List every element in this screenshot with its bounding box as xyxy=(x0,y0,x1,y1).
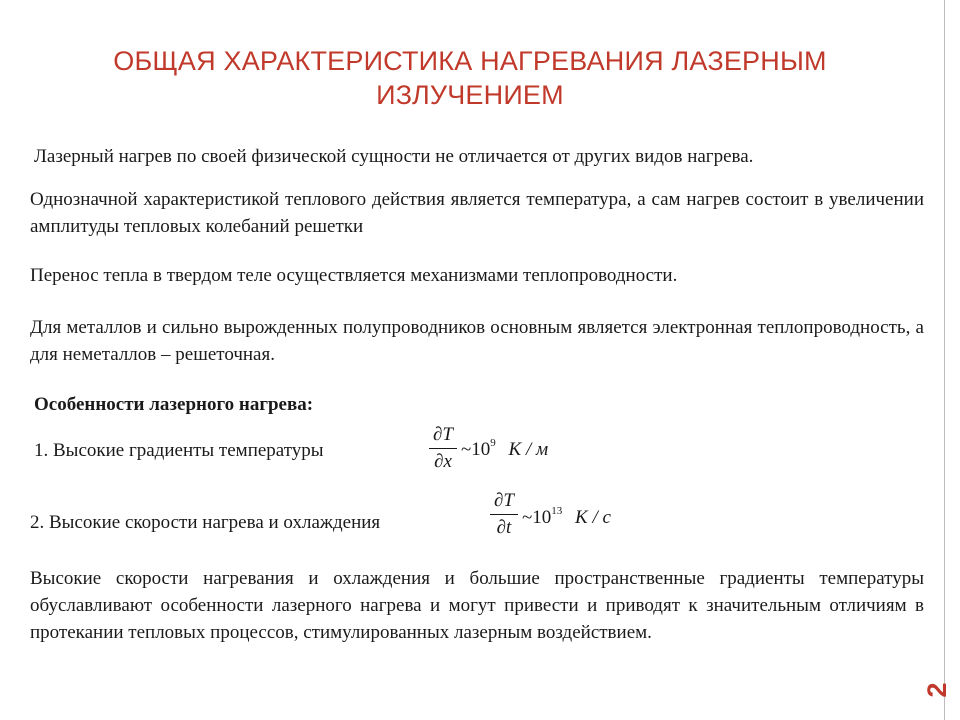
fraction-numerator: ∂T xyxy=(494,490,514,511)
paragraph-conclusion: Высокие скорости нагревания и охлаждения и большие пространственные градиенты температуры обуславливают особенности лазерного нагрева и могут привести и приводят к значительным отличиям в протекании тепловых процессов, стимулированных лазерным воздействием. xyxy=(30,568,924,643)
title-line-1: ОБЩАЯ ХАРАКТЕРИСТИКА НАГРЕВАНИЯ ЛАЗЕРНЫМ xyxy=(113,46,827,76)
right-divider-line xyxy=(944,0,945,720)
slide-title xyxy=(40,44,900,112)
formula-rate-fraction xyxy=(490,490,518,539)
formula-rate-value xyxy=(522,505,611,529)
paragraph-metals-conductivity: Для металлов и сильно вырожденных полупроводников основным является электронная теплопроводность, а для неметаллов – решеточная. xyxy=(30,317,924,365)
unit: K / м xyxy=(508,439,549,460)
approx-value: ~10 xyxy=(461,439,491,460)
exponent: 13 xyxy=(551,505,563,517)
paragraph-temperature-characteristic: Однозначной характеристикой теплового действия является температура, а сам нагрев состоит в увеличении амплитуды тепловых колебаний решетки xyxy=(30,189,924,237)
features-heading: Особенности лазерного нагрева: xyxy=(34,394,314,415)
fraction-bar xyxy=(429,448,457,449)
exponent: 9 xyxy=(490,437,496,449)
formula-gradient-fraction xyxy=(429,424,457,473)
fraction-bar xyxy=(490,514,518,515)
fraction-denominator: ∂x xyxy=(434,451,452,472)
feature-item-1-label: 1. Высокие градиенты температуры xyxy=(34,440,324,461)
formula-gradient-value xyxy=(461,437,548,461)
paragraph-heat-transfer: Перенос тепла в твердом теле осуществляется механизмами теплопроводности. xyxy=(30,265,678,286)
approx-value: ~10 xyxy=(522,507,552,528)
fraction-numerator: ∂T xyxy=(433,424,453,445)
unit: K / c xyxy=(575,507,611,528)
feature-item-2-label: 2. Высокие скорости нагрева и охлаждения xyxy=(30,512,381,533)
title-line-2: ИЗЛУЧЕНИЕМ xyxy=(376,80,564,110)
paragraph-laser-heating-nature: Лазерный нагрев по своей физической сущности не отличается от других видов нагрева. xyxy=(34,146,754,167)
fraction-denominator: ∂t xyxy=(496,517,512,538)
page-number: 2 xyxy=(922,682,952,698)
